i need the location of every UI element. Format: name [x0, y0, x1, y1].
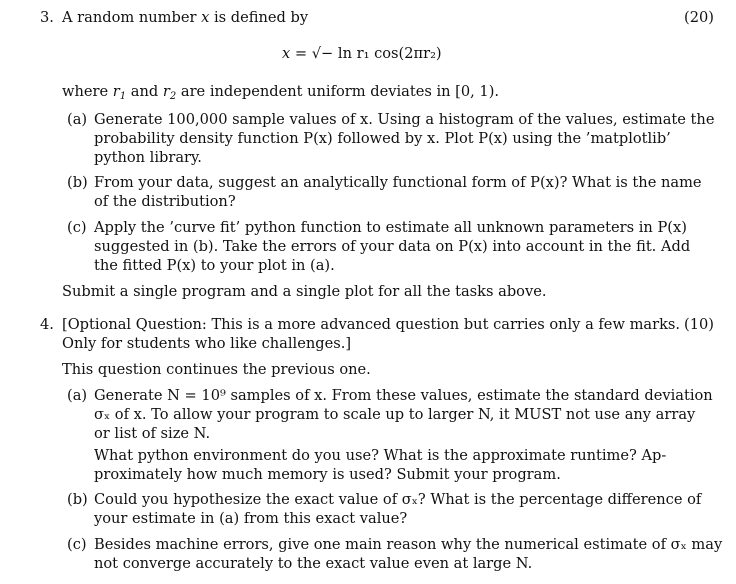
q3-intro-text: A random number [62, 9, 197, 26]
q3-b-label: (b) [67, 174, 88, 191]
q3-intro-end: is defined by [213, 9, 309, 26]
q3-b-line1: From your data, suggest an analytically functional form of P(x)? What is the name [94, 174, 702, 191]
q3-r1: $r_1$ [112, 83, 127, 102]
q3-c-line2: suggested in (b). Take the errors of your data on P(x) into account in the fit. Add [94, 238, 691, 255]
q3-a-line2: probability density function P(x) followed by x. Plot P(x) using the ’matplotlib’ [94, 130, 671, 147]
q4-c-line2: not converge accurately to the exact value even at large N. [94, 555, 533, 572]
q4-line2: Only for students who like challenges.] [62, 335, 352, 352]
q4-b-line2: your estimate in (a) from this exact value? [94, 510, 408, 527]
q3-marks: (20) [684, 9, 714, 26]
q3-where-c: are independent uniform deviates in [0, 1). [180, 83, 500, 100]
q4-a-line2: σₓ of x. To allow your program to scale up to larger N, it MUST not use any array [94, 406, 696, 423]
q3-c-line1: Apply the ’curve fit’ python function to estimate all unknown parameters in P(x) [94, 219, 687, 236]
q3-a-label: (a) [67, 111, 88, 128]
q4-a-label: (a) [67, 387, 88, 404]
q4-a-line1: Generate N = 10⁹ samples of x. From these values, estimate the standard deviation [94, 387, 713, 404]
q3-eq-rhs: √− ln r₁ cos(2πr₂) [311, 45, 442, 62]
q3-where [62, 82, 499, 101]
q4-b-line1: Could you hypothesize the exact value of σₓ? What is the percentage difference of [94, 491, 702, 508]
q3-where-a: where [62, 83, 109, 100]
q3-c-line3: the fitted P(x) to your plot in (a). [94, 257, 335, 274]
q4-continues: This question continues the previous one. [62, 361, 371, 378]
q3-where-b: and [130, 83, 159, 100]
q3-intro-var: x [201, 9, 210, 26]
q3-number: 3. [40, 9, 54, 26]
q3-a-line3: python library. [94, 149, 202, 166]
q4-a-line5: proximately how much memory is used? Submit your program. [94, 466, 561, 483]
q4-marks: (10) [684, 316, 714, 333]
q4-b-label: (b) [67, 491, 88, 508]
q4-c-label: (c) [67, 536, 87, 553]
q4-number: 4. [40, 316, 54, 333]
q3-c-label: (c) [67, 219, 87, 236]
q3-a-line1: Generate 100,000 sample values of x. Using a histogram of the values, estimate the [94, 111, 715, 128]
q4-a-line4: What python environment do you use? What is the approximate runtime? Ap- [94, 447, 667, 464]
q3-eq-lhs: x = [282, 45, 308, 62]
q4-a-line3: or list of size N. [94, 425, 211, 442]
q4-c-line1: Besides machine errors, give one main reason why the numerical estimate of σₓ may [94, 536, 723, 553]
q3-b-line2: of the distribution? [94, 193, 236, 210]
q3-r2: $r_2$ [162, 83, 177, 102]
q3-submit: Submit a single program and a single plot for all the tasks above. [62, 283, 547, 300]
q3-intro [62, 8, 308, 27]
q4-line1: [Optional Question: This is a more advanced question but carries only a few marks. [62, 316, 681, 333]
q3-equation [282, 44, 442, 63]
